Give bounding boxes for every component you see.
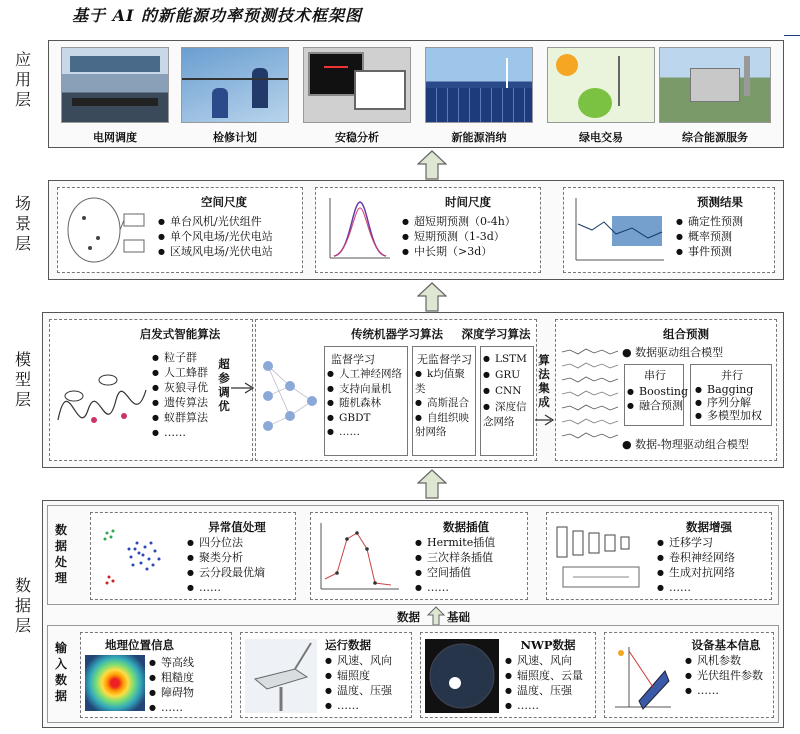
green-trading-image [547, 47, 655, 123]
deep-item: ● LSTM [483, 351, 535, 367]
interpolation-box [310, 512, 528, 600]
supervised-list [327, 367, 402, 440]
right-arrow-icon [535, 413, 557, 427]
heuristic-item: ● 蚁群算法 [152, 410, 208, 425]
nwp-list [505, 653, 583, 713]
supervised-item: ● 支持向量机 [327, 382, 402, 397]
result-item: ● 概率预测 [676, 229, 743, 244]
augmentation-box [546, 512, 772, 600]
unsupervised-list [415, 367, 475, 440]
temporal-item: ● 短期预测（1-3d） [402, 229, 516, 244]
ml-title: 传统机器学习算法 [351, 327, 443, 341]
augment-item: ● 迁移学习 [657, 535, 735, 550]
data-driven-label: ● 数据驱动组合模型 [622, 346, 724, 359]
outlier-list [187, 535, 265, 595]
foundation-left-label: 数据 [397, 610, 420, 624]
outlier-item: ● 聚类分析 [187, 550, 265, 565]
sky-camera-icon [425, 639, 499, 713]
grid-dispatch-image [61, 47, 169, 123]
parallel-box [690, 364, 772, 426]
equip-item: ● 风机参数 [685, 653, 771, 668]
heuristic-list [152, 350, 208, 440]
equipment-list [685, 653, 771, 698]
outlier-item: ● 云分段最优熵 [187, 565, 265, 580]
app-item-integrated-energy: 综合能源服务 [682, 131, 748, 144]
data-driven-text: 数据驱动组合模型 [635, 346, 724, 359]
ops-item: ● …… [325, 698, 392, 713]
geo-item: ● 等高线 [149, 655, 194, 670]
temporal-scale-box [315, 187, 541, 273]
forecast-result-box [563, 187, 775, 273]
deep-list [483, 351, 535, 430]
result-item: ● 事件预测 [676, 244, 743, 259]
up-arrow-icon [417, 282, 447, 312]
ops-list [325, 653, 392, 713]
serial-title: 串行 [644, 369, 666, 382]
augment-item: ● 卷积神经网络 [657, 550, 735, 565]
geo-item: ● …… [149, 700, 194, 715]
data-layer [42, 500, 784, 728]
supervised-learning-box [324, 346, 408, 456]
outlier-item: ● 四分位法 [187, 535, 265, 550]
forecast-band-icon [572, 194, 668, 266]
augment-item: ● …… [657, 580, 735, 595]
ops-item: ● 风速、风向 [325, 653, 392, 668]
serial-box [624, 364, 689, 426]
app-item-maintenance: 检修计划 [213, 131, 257, 144]
up-arrow-icon [417, 150, 447, 180]
app-item-green-trading: 绿电交易 [579, 131, 623, 144]
spatial-map-icon [64, 194, 152, 266]
unsupervised-item: ● 高斯混合 [415, 396, 475, 411]
maintenance-image [181, 47, 289, 123]
heuristic-item: ● 灰狼寻优 [152, 380, 208, 395]
spatial-item: ● 区域风电场/光伏电站 [158, 244, 273, 259]
nwp-item: ● 风速、风向 [505, 653, 583, 668]
interp-item: ● 三次样条插值 [415, 550, 495, 565]
combo-title: 组合预测 [663, 327, 709, 341]
geo-list [149, 655, 194, 715]
temporal-scale-title: 时间尺度 [445, 195, 491, 209]
outlier-title: 异常值处理 [208, 520, 266, 534]
forecast-result-list [676, 214, 743, 259]
outlier-box [90, 512, 296, 600]
temporal-curve-icon [322, 194, 394, 266]
spatial-item: ● 单个风电场/光伏电站 [158, 229, 273, 244]
unsupervised-item: ● k均值聚类 [415, 367, 475, 396]
interp-item: ● …… [415, 580, 495, 595]
nwp-item: ● …… [505, 698, 583, 713]
application-layer [48, 40, 784, 148]
stability-analysis-image [303, 47, 411, 123]
algorithm-integration-label: 算法集成 [538, 353, 550, 409]
temporal-scale-list [402, 214, 516, 259]
cluster-scatter-icon [95, 519, 181, 595]
stacked-series-icon [560, 344, 620, 456]
deep-item: ● CNN [483, 383, 535, 399]
spatial-scale-box [57, 187, 303, 273]
up-arrow-icon [427, 606, 445, 626]
deep-item: ● GRU [483, 367, 535, 383]
unsupervised-learning-box [412, 346, 476, 456]
app-item-stability-analysis: 安稳分析 [335, 131, 379, 144]
optimization-curve-icon [54, 350, 150, 450]
interp-item: ● 空间插值 [415, 565, 495, 580]
input-data-label: 输入数据 [54, 641, 67, 703]
nwp-item: ● 温度、压强 [505, 683, 583, 698]
spatial-scale-title: 空间尺度 [201, 195, 247, 209]
supervised-item: ● 人工神经网络 [327, 367, 402, 382]
augment-item: ● 生成对抗网络 [657, 565, 735, 580]
interpolation-curve-icon [317, 519, 403, 595]
heuristic-item: ● 人工蜂群 [152, 365, 208, 380]
data-processing-group [47, 505, 779, 605]
geo-title: 地理位置信息 [105, 638, 174, 652]
foundation-right-label: 基础 [447, 610, 470, 624]
equipment-title: 设备基本信息 [691, 638, 761, 652]
heuristic-item: ● …… [152, 425, 208, 440]
heuristic-item: ● 粒子群 [152, 350, 208, 365]
interp-item: ● Hermite插值 [415, 535, 495, 550]
parallel-item: ● Bagging [695, 383, 762, 396]
model-layer [42, 312, 784, 468]
parallel-title: 并行 [721, 369, 743, 382]
diagram-title: 基于 AI 的新能源功率预测技术框架图 [72, 6, 363, 25]
nwp-data-box [420, 632, 596, 718]
parallel-list [695, 383, 762, 422]
spatial-scale-list [158, 214, 273, 259]
layer-label-application: 应用层 [14, 50, 31, 109]
solar-panel-geometry-icon [609, 641, 675, 713]
equip-item: ● …… [685, 683, 771, 698]
input-data-group [47, 625, 779, 723]
supervised-item: ● …… [327, 425, 402, 440]
supervised-item: ● 随机森林 [327, 396, 402, 411]
serial-item: ● Boosting [627, 385, 688, 399]
combined-forecast-box [555, 319, 777, 461]
outlier-item: ● …… [187, 580, 265, 595]
hyperparam-tuning-label: 超参调优 [218, 357, 230, 413]
ml-dl-algorithm-box [255, 319, 537, 461]
heuristic-title: 启发式智能算法 [139, 327, 221, 341]
turbine-nacelle-icon [245, 639, 317, 713]
geo-item: ● 障碍物 [149, 685, 194, 700]
geo-info-box [80, 632, 232, 718]
heuristic-item: ● 遗传算法 [152, 395, 208, 410]
layer-label-scenario: 场景层 [14, 194, 31, 253]
physics-label: ● 数据-物理驱动组合模型 [622, 438, 749, 451]
temporal-item: ● 中长期（>3d） [402, 244, 516, 259]
unsupervised-title: 无监督学习 [417, 353, 472, 366]
result-item: ● 确定性预测 [676, 214, 743, 229]
deep-learning-box [480, 346, 534, 456]
physics-text: 数据-物理驱动组合模型 [635, 438, 749, 451]
layer-label-data: 数据层 [14, 576, 31, 635]
up-arrow-icon [417, 469, 447, 499]
augmentation-list [657, 535, 735, 595]
right-arrow-icon [231, 381, 257, 395]
ops-item: ● 辐照度 [325, 668, 392, 683]
ops-title: 运行数据 [325, 638, 371, 652]
layer-label-model: 模型层 [14, 350, 31, 409]
serial-item: ● 融合预测 [627, 399, 688, 413]
supervised-title: 监督学习 [331, 353, 375, 366]
interpolation-list [415, 535, 495, 595]
data-processing-label: 数据处理 [54, 523, 67, 585]
ops-item: ● 温度、压强 [325, 683, 392, 698]
app-item-grid-dispatch: 电网调度 [93, 131, 137, 144]
contour-map-icon [85, 655, 145, 711]
equipment-info-box [604, 632, 774, 718]
unsupervised-item: ● 自组织映射网络 [415, 411, 475, 440]
corner-line [784, 35, 800, 36]
spatial-item: ● 单台风机/光伏组件 [158, 214, 273, 229]
deep-item: ● 深度信念网络 [483, 399, 535, 430]
app-item-new-energy-consumption: 新能源消纳 [451, 131, 507, 144]
new-energy-image [425, 47, 533, 123]
geo-item: ● 粗糙度 [149, 670, 194, 685]
interpolation-title: 数据插值 [443, 520, 489, 534]
serial-list [627, 385, 688, 413]
nwp-title: NWP数据 [520, 638, 576, 652]
scenario-layer [48, 180, 784, 280]
cnn-diagram-icon [553, 519, 649, 595]
integrated-energy-image [659, 47, 771, 123]
parallel-item: ● 多模型加权 [695, 409, 762, 422]
augmentation-title: 数据增强 [686, 520, 732, 534]
forecast-result-title: 预测结果 [697, 195, 743, 209]
dl-title: 深度学习算法 [461, 327, 531, 341]
nwp-item: ● 辐照度、云量 [505, 668, 583, 683]
supervised-item: ● GBDT [327, 411, 402, 426]
equip-item: ● 光伏组件参数 [685, 668, 771, 683]
operation-data-box [240, 632, 412, 718]
parallel-item: ● 序列分解 [695, 396, 762, 409]
temporal-item: ● 超短期预测（0-4h） [402, 214, 516, 229]
neural-network-icon [260, 346, 320, 456]
